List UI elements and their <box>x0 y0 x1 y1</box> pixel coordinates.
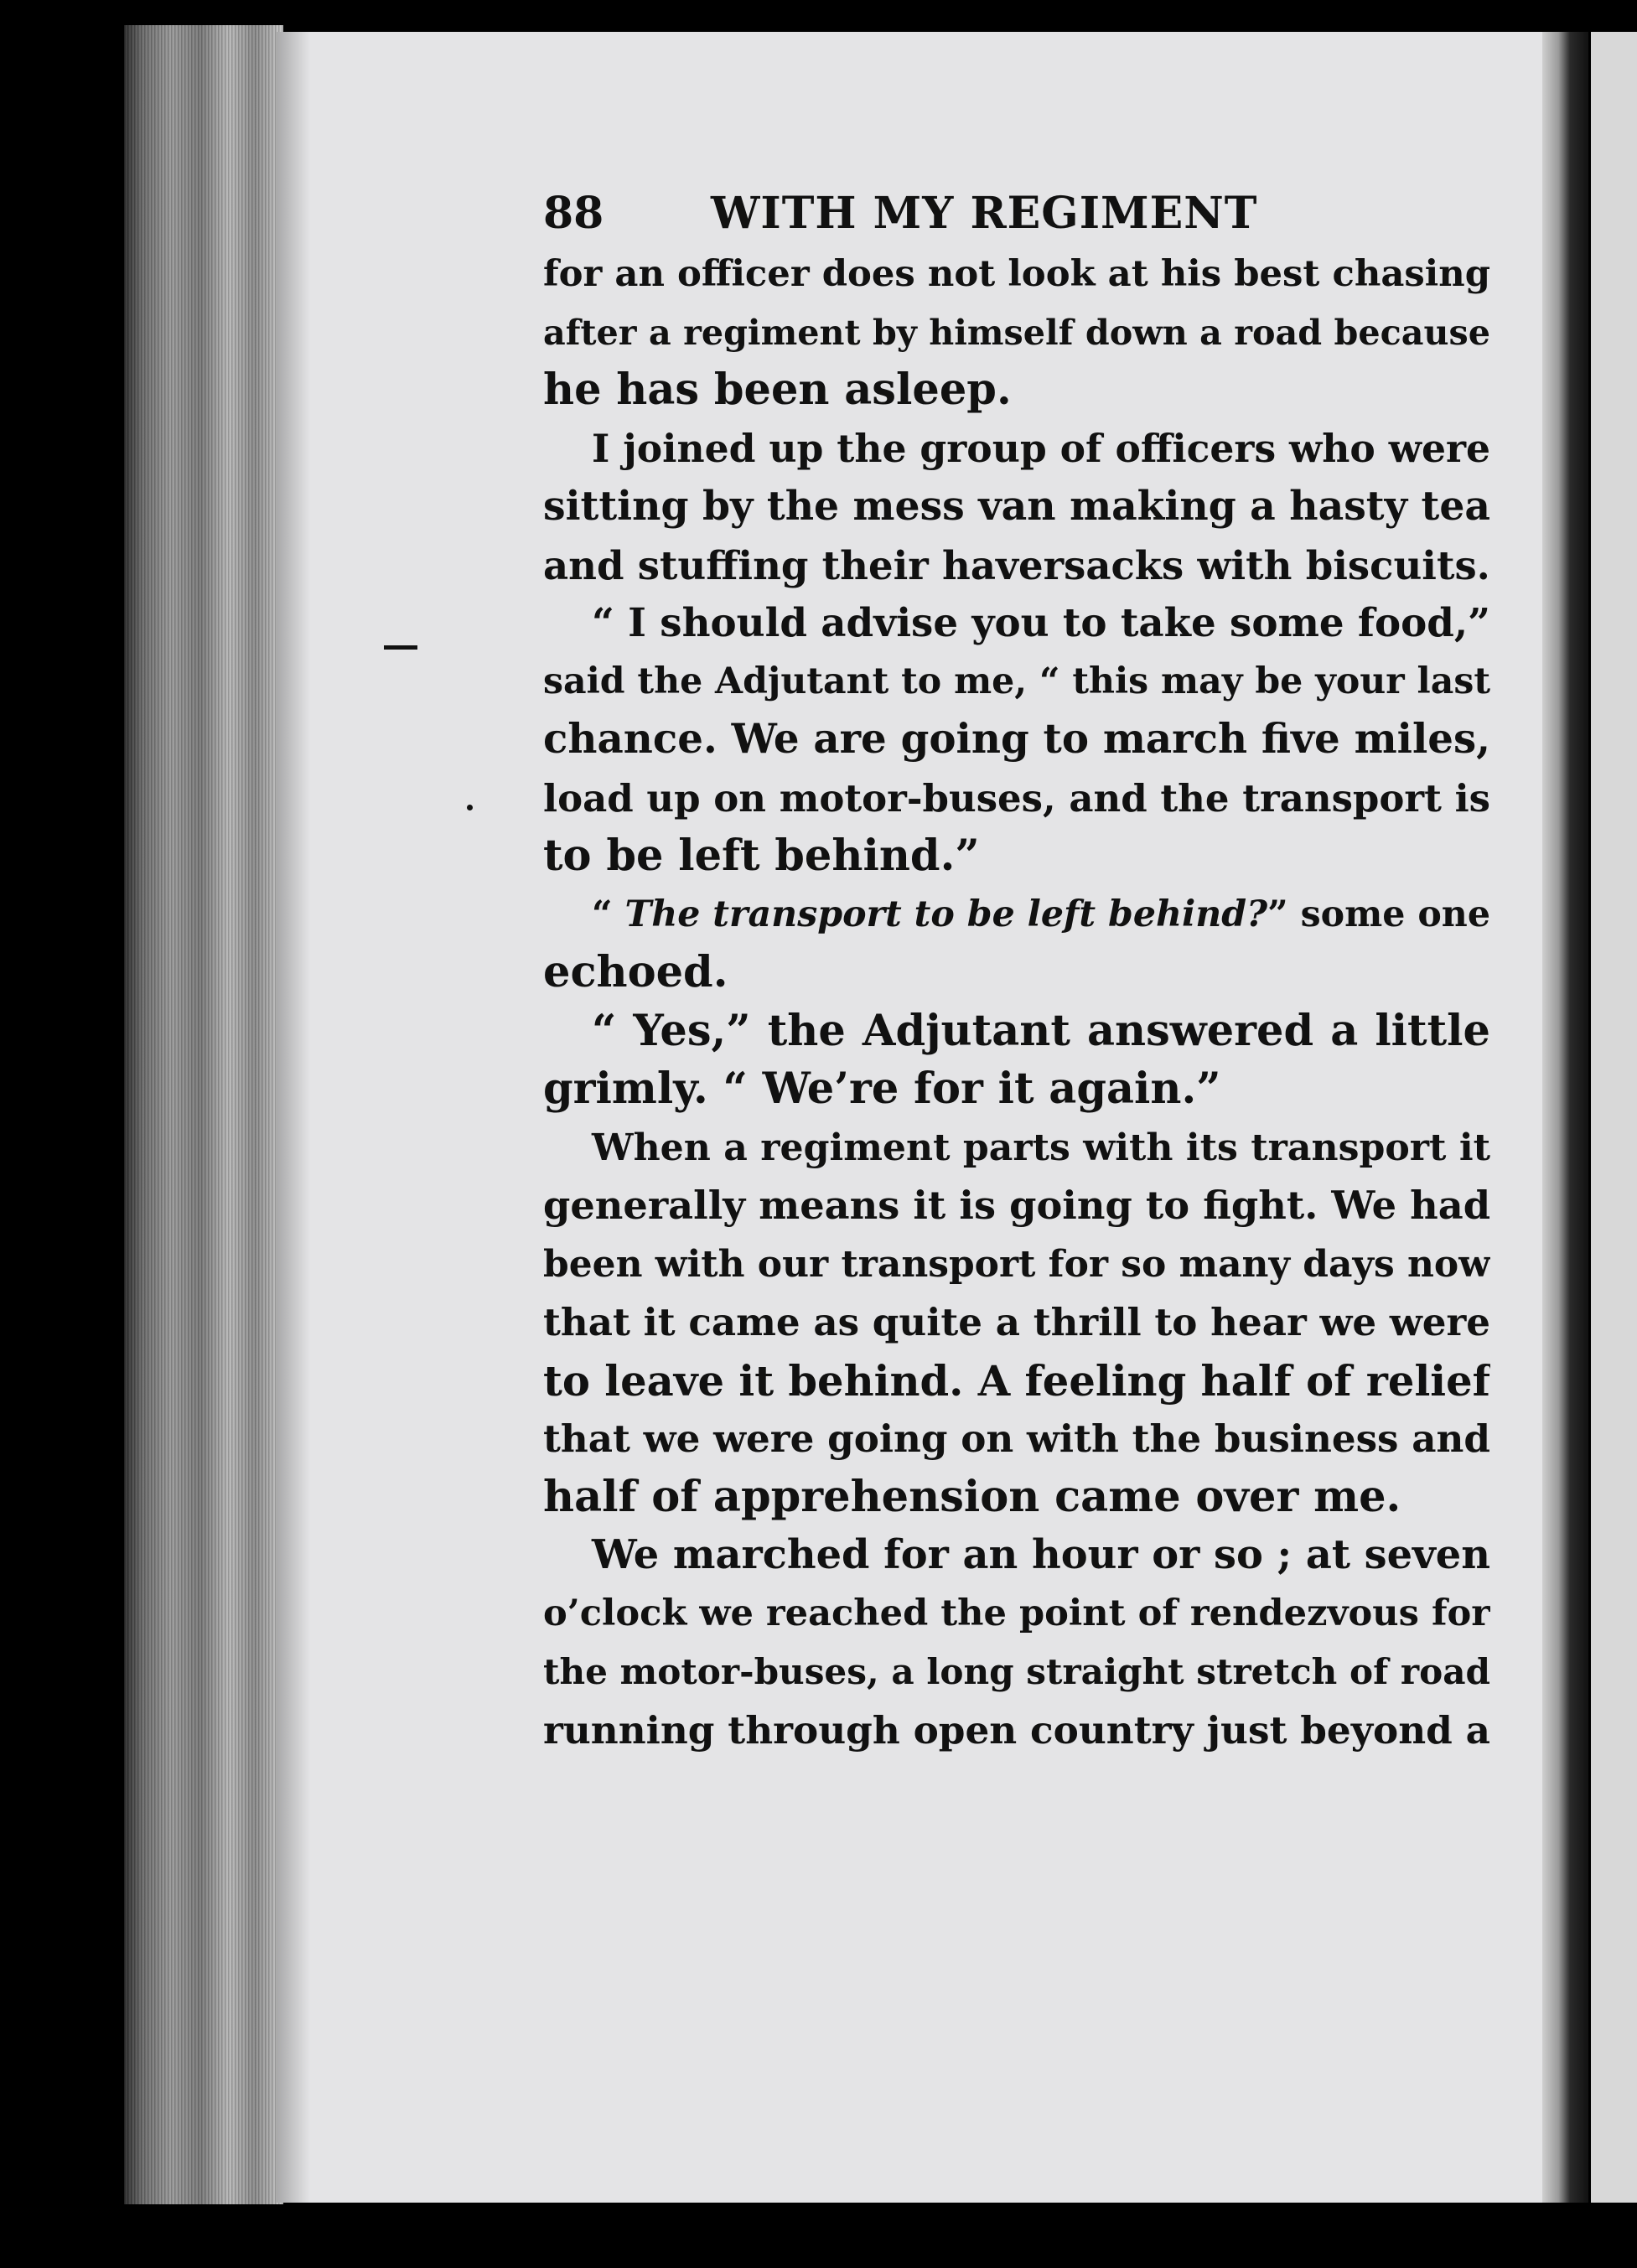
text-line: half of apprehension came over me. <box>543 1471 1401 1522</box>
text-line: running through open country just beyond a <box>543 1706 1490 1753</box>
facing-page-edge <box>1591 32 1637 2203</box>
text-line: to be left behind.” <box>543 831 980 881</box>
text-line: been with our transport for so many days now <box>543 1242 1490 1286</box>
text-line: grimly. “ We’re for it again.” <box>543 1064 1221 1114</box>
text-line <box>543 886 1490 945</box>
page-block-edges <box>124 25 283 2204</box>
text-line: “ Yes,” the Adjutant answered a little <box>592 1005 1490 1056</box>
page-text <box>543 183 1490 1759</box>
text-line: We marched for an hour or so ; at seven <box>592 1531 1490 1578</box>
italic-text-segment: The transport to be left behind? <box>624 893 1268 935</box>
text-segment: ” some one <box>1267 893 1490 935</box>
text-line: and stuffing their haversacks with biscuits. <box>543 541 1490 588</box>
page-number: 88 <box>543 188 604 239</box>
text-line: echoed. <box>543 947 728 997</box>
text-line: load up on motor-buses, and the transport is <box>543 775 1490 821</box>
page-header <box>543 183 1490 245</box>
text-line: generally means it is going to fight. We had <box>543 1183 1490 1228</box>
margin-dash-mark <box>384 645 417 650</box>
text-segment: “ <box>592 893 625 935</box>
text-line: that it came as quite a thrill to hear we were <box>543 1300 1490 1344</box>
text-line: sitting by the mess van making a hasty tea <box>543 484 1490 530</box>
page-gutter-shadow <box>1542 32 1588 2203</box>
body-text <box>543 245 1490 1759</box>
running-title: WITH MY REGIMENT <box>711 188 1258 239</box>
text-line: the motor-buses, a long straight stretch of road <box>543 1650 1490 1692</box>
text-line: he has been asleep. <box>543 365 1012 415</box>
text-line: When a regiment parts with its transport it <box>592 1126 1490 1169</box>
text-line: chance. We are going to march five miles, <box>543 716 1490 763</box>
text-line: to leave it behind. A feeling half of relief <box>543 1355 1490 1406</box>
text-line: after a regiment by himself down a road because <box>543 311 1490 353</box>
text-line: for an officer does not look at his best chasing <box>543 252 1490 295</box>
text-line: o’clock we reached the point of rendezvous for <box>543 1592 1490 1634</box>
margin-dot-mark <box>467 805 473 810</box>
text-line: I joined up the group of officers who were <box>592 425 1490 471</box>
text-line: that we were going on with the business and <box>543 1416 1490 1461</box>
text-line: “ I should advise you to take some food,” <box>592 600 1490 646</box>
text-line: said the Adjutant to me, “ this may be your last <box>543 660 1490 702</box>
